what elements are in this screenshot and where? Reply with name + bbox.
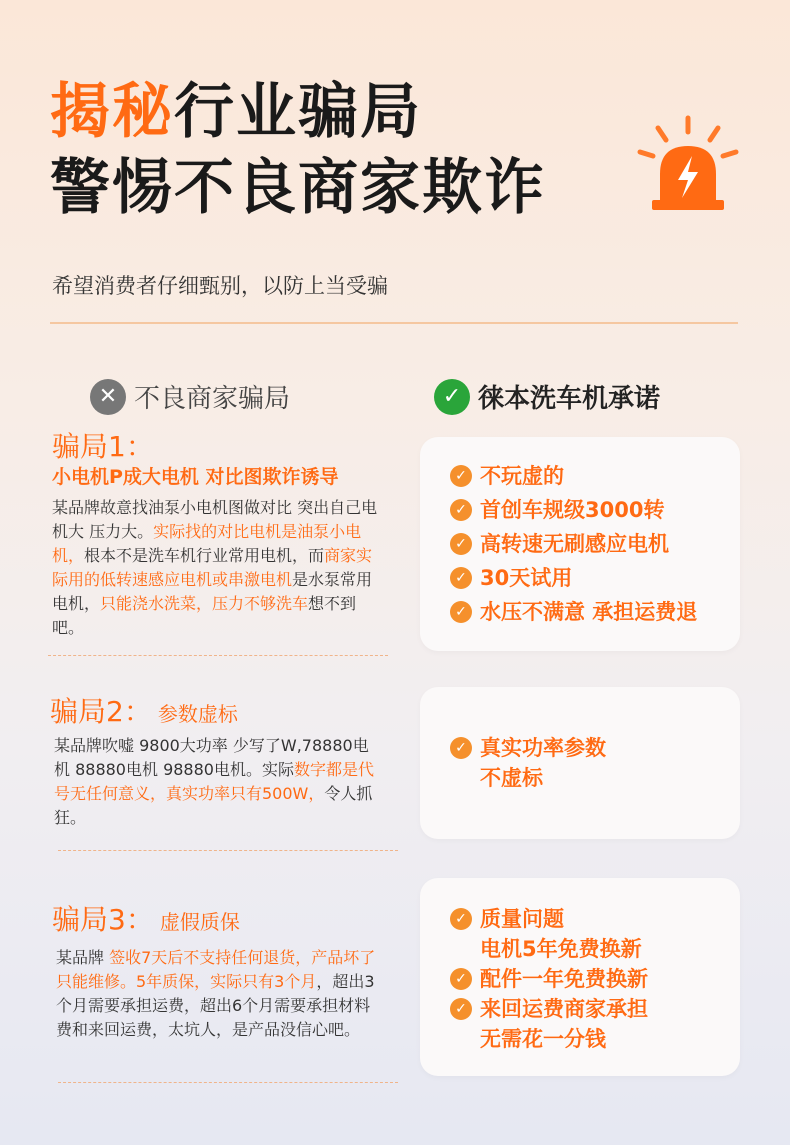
warning-light-icon <box>636 112 740 216</box>
promise-item <box>450 461 697 491</box>
x-circle-icon: ✕ <box>90 379 126 415</box>
scam-body-text: 某品牌 <box>56 948 110 967</box>
check-icon: ✓ <box>450 567 472 589</box>
scam-2-title <box>50 690 238 730</box>
title-rest: 行业骗局 <box>174 77 422 147</box>
scam-1-body <box>52 496 384 640</box>
promise-text: 来回运费商家承担 <box>480 997 648 1021</box>
scam-body-highlight: 签收7天后不支持任何退货，产品坏了只能维修。5年质保，实际只有3个月 <box>56 948 376 991</box>
check-icon: ✓ <box>450 533 472 555</box>
scam-2-subtitle: 参数虚标 <box>157 702 238 726</box>
scam-2-body <box>54 734 384 830</box>
promise-item <box>450 964 648 994</box>
check-icon: ✓ <box>450 908 472 930</box>
promise-text: 无需花一分钱 <box>480 1027 606 1051</box>
scam-3-title-text: 骗局3： <box>52 903 154 936</box>
scam-3-body <box>56 946 386 1042</box>
promise-item <box>450 563 697 593</box>
scam-body-text: 根本不是洗车机行业常用电机，而 <box>84 546 325 565</box>
promise-text: 电机5年免费换新 <box>480 937 642 961</box>
scam-body-text: 令人抓狂。 <box>54 784 373 827</box>
title-highlight: 揭秘 <box>50 77 174 147</box>
scam-body-text: ，超出3个月需要承担运费，超出6个月需要承担材料费和来回运费，太坑人，是产品没信心吧。 <box>56 972 375 1039</box>
scam-1-subtitle: 小电机P成大电机 对比图欺诈诱导 <box>52 466 339 488</box>
promise-item <box>450 733 606 793</box>
left-column-heading <box>90 378 290 415</box>
page-title-line2: 警惕不良商家欺诈 <box>50 153 546 223</box>
scam-body-text: 某品牌吹嘘 9800大功率 少写了W,78880电机 88880电机 98880电机。实际 <box>54 736 369 779</box>
promise-item <box>450 994 648 1054</box>
scam-body-highlight: 只能浇水洗菜，压力不够洗车 <box>100 594 309 613</box>
promise-list <box>450 733 606 793</box>
promise-item <box>450 495 697 525</box>
promise-text: 高转速无刷感应电机 <box>480 532 669 556</box>
scam-1-title: 骗局1： <box>52 430 154 463</box>
promise-text: 真实功率参数 <box>480 736 606 760</box>
promise-text: 首创车规级3000转 <box>480 498 665 522</box>
right-heading-label: 徕本洗车机承诺 <box>478 384 661 414</box>
promise-text: 配件一年免费换新 <box>480 967 648 991</box>
check-icon: ✓ <box>450 737 472 759</box>
promise-card-1 <box>420 437 740 651</box>
left-heading-label: 不良商家骗局 <box>134 384 291 414</box>
promise-text: 质量问题 <box>480 907 564 931</box>
promise-card-2 <box>420 687 740 839</box>
scam-2-title-text: 骗局2： <box>50 695 152 728</box>
promise-text: 不虚标 <box>480 766 543 790</box>
scam-body-text: 想不到吧。 <box>52 594 357 637</box>
scam-body-highlight: 数字都是代号无任何意义，真实功率只有500W， <box>54 760 374 803</box>
subtitle: 希望消费者仔细甄别，以防上当受骗 <box>52 274 388 298</box>
promise-item <box>450 529 697 559</box>
promise-text: 30天试用 <box>480 566 573 590</box>
check-icon: ✓ <box>450 601 472 623</box>
promise-item <box>450 597 697 627</box>
scam-1-divider <box>48 655 388 656</box>
check-icon: ✓ <box>450 499 472 521</box>
promise-list <box>450 461 697 627</box>
promise-item <box>450 904 648 964</box>
header-divider <box>50 322 738 324</box>
check-icon: ✓ <box>450 968 472 990</box>
scam-3-subtitle: 虚假质保 <box>159 910 240 934</box>
page-title-line1 <box>50 77 422 147</box>
scam-3-title <box>52 898 240 938</box>
promise-text: 水压不满意 承担运费退 <box>480 600 698 624</box>
check-circle-icon: ✓ <box>434 379 470 415</box>
scam-2-divider <box>58 850 398 851</box>
scam-3-divider <box>58 1082 398 1083</box>
scam-body-text: 某品牌故意找油泵小电机图做对比 突出自己电机大 压力大。 <box>52 498 378 541</box>
promise-text: 不玩虚的 <box>480 464 564 488</box>
scam-body-text: 是水泵常用电机， <box>52 570 373 613</box>
scam-body-highlight: 实际找的对比电机是油泵小电机， <box>52 522 362 565</box>
promise-card-3 <box>420 878 740 1076</box>
promise-list <box>450 904 648 1054</box>
check-icon: ✓ <box>450 465 472 487</box>
scam-body-highlight: 商家实际用的低转速感应电机或串激电机 <box>52 546 373 589</box>
check-icon: ✓ <box>450 998 472 1020</box>
right-column-heading <box>434 378 660 415</box>
